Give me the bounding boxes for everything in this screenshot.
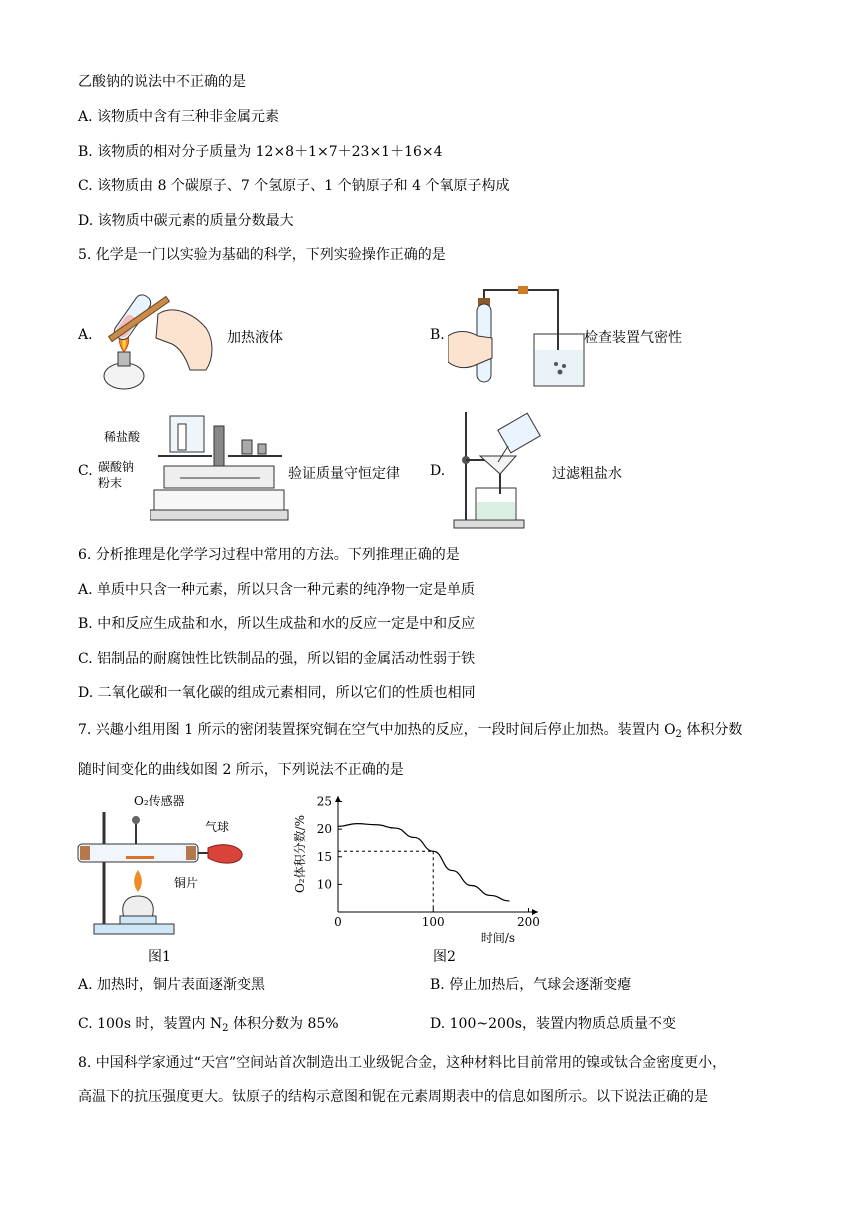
- q6-option-a: A. 单质中只含一种元素，所以只含一种元素的纯净物一定是单质: [78, 582, 476, 598]
- y-tick-label: 20: [316, 822, 332, 837]
- x-axis-label: 时间/s: [480, 931, 516, 945]
- q5-stem: 5. 化学是一门以实验为基础的科学，下列实验操作正确的是: [78, 247, 446, 263]
- filtration-figure: [450, 408, 560, 532]
- q4-stem-tail: 乙酸钠的说法中不正确的是: [78, 74, 246, 90]
- y-tick-label: 10: [316, 877, 332, 892]
- heating-liquid-figure: [96, 278, 226, 398]
- q6-option-b: B. 中和反应生成盐和水，所以生成盐和水的反应一定是中和反应: [78, 616, 476, 632]
- q7-stem-line2: 随时间变化的曲线如图 2 所示，下列说法不正确的是: [78, 762, 404, 778]
- o2-series-line: [338, 824, 509, 901]
- q5-option-d-caption: 过滤粗盐水: [552, 466, 622, 482]
- fig1-caption: 图1: [148, 949, 171, 965]
- q7-option-b: B. 停止加热后，气球会逐渐变瘪: [430, 977, 632, 993]
- q5-option-d-letter: D.: [430, 463, 446, 479]
- q4-option-c: C. 该物质由 8 个碳原子、7 个氢原子、1 个钠原子和 4 个氧原子构成: [78, 178, 510, 194]
- q5-option-c-letter: C.: [78, 463, 93, 479]
- y-axis-label: O₂体积分数/%: [293, 814, 307, 894]
- q5-option-c-caption: 验证质量守恒定律: [288, 466, 400, 482]
- q7-stem-line1: 7. 兴趣小组用图 1 所示的密闭装置探究铜在空气中加热的反应，一段时间后停止加热。装置内 $O_2$ 体积分数: [78, 722, 743, 740]
- q5-option-a-letter: A.: [78, 327, 93, 343]
- sealed-apparatus-figure: [76, 808, 246, 938]
- x-tick-label: 100: [421, 915, 445, 929]
- q5-c-label-powder1: 碳酸钠: [98, 460, 135, 474]
- fig1-sensor-label: O₂传感器: [134, 794, 185, 808]
- q5-option-b-letter: B.: [430, 327, 445, 343]
- airtightness-figure: [448, 278, 588, 398]
- q7-option-c: C. 100s 时，装置内 $N_2$ 体积分数为 85%: [78, 1016, 339, 1034]
- q5-c-label-acid: 稀盐酸: [104, 430, 141, 444]
- q4-option-a: A. 该物质中含有三种非金属元素: [78, 109, 280, 125]
- q4-option-d: D. 该物质中碳元素的质量分数最大: [78, 213, 294, 229]
- balance-figure: [150, 412, 290, 526]
- q6-option-d: D. 二氧化碳和一氧化碳的组成元素相同，所以它们的性质也相同: [78, 685, 476, 701]
- o2-volume-fraction-chart: [288, 790, 558, 950]
- x-tick-label: 0: [334, 915, 342, 929]
- q6-stem: 6. 分析推理是化学学习过程中常用的方法。下列推理正确的是: [78, 547, 460, 563]
- q5-c-label-powder2: 粉末: [98, 476, 123, 490]
- y-tick-label: 25: [316, 794, 332, 809]
- fig2-caption: 图2: [433, 949, 456, 965]
- q4-option-b: B. 该物质的相对分子质量为 12×8＋1×7＋23×1＋16×4: [78, 144, 443, 160]
- q7-option-a: A. 加热时，铜片表面逐渐变黑: [78, 977, 266, 993]
- q8-stem-line2: 高温下的抗压强度更大。钛原子的结构示意图和铌在元素周期表中的信息如图所示。以下说法正确的是: [78, 1089, 708, 1105]
- fig1-copper-label: 铜片: [174, 876, 199, 890]
- q5-option-b-caption: 检查装置气密性: [584, 330, 682, 346]
- q8-stem-line1: 8. 中国科学家通过“天宫”空间站首次制造出工业级铌合金，这种材料比目前常用的镍或钛合金密度更小，: [78, 1055, 727, 1071]
- q6-option-c: C. 铝制品的耐腐蚀性比铁制品的强，所以铝的金属活动性弱于铁: [78, 651, 476, 667]
- fig1-balloon-label: 气球: [205, 820, 230, 834]
- q5-option-a-caption: 加热液体: [227, 330, 283, 346]
- x-tick-label: 200: [517, 915, 540, 929]
- y-tick-label: 15: [316, 849, 332, 864]
- q7-option-d: D. 100~200s，装置内物质总质量不变: [430, 1016, 676, 1032]
